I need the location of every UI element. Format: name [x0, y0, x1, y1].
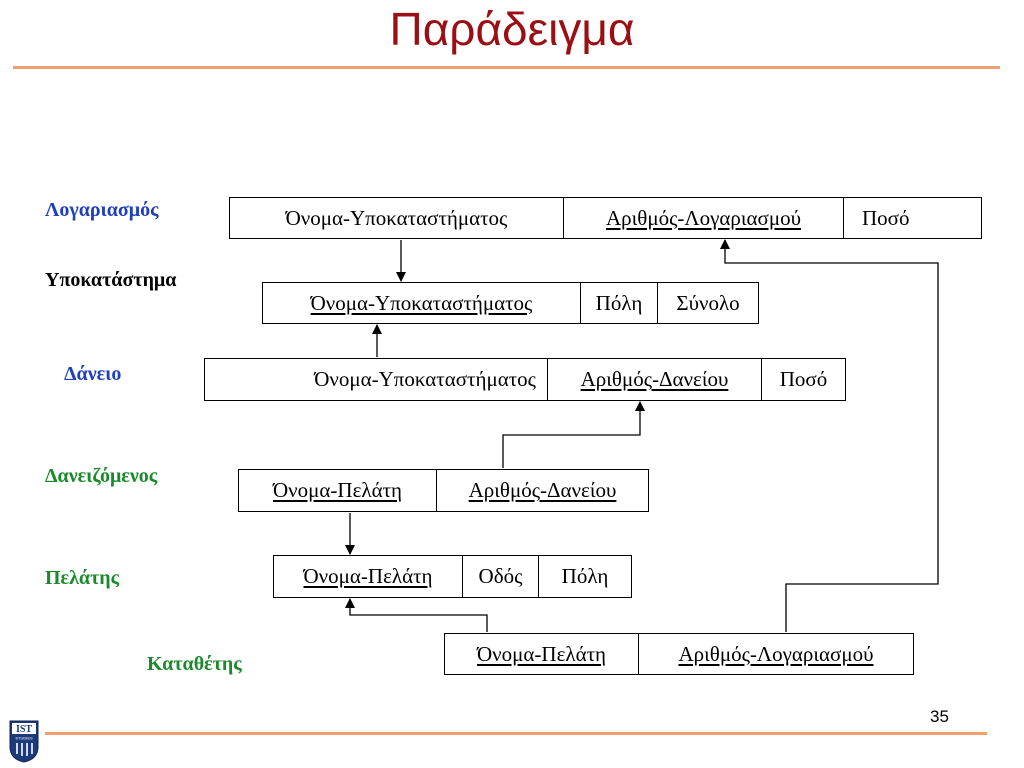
label-daneizomenos: Δανειζόμενος — [45, 465, 158, 487]
label-daneio: Δάνειο — [64, 363, 122, 385]
attr-poli: Πόλη — [581, 283, 658, 323]
attr-arithmos-daneiou-key: Αριθμός-Δανείου — [468, 478, 617, 502]
label-pelatis: Πελάτης — [45, 567, 120, 589]
arrow-katathetis-to-logariasmos — [725, 240, 938, 632]
label-ypokatastima: Υποκατάστημα — [45, 269, 177, 291]
attr-onoma-ypokatastimatos: Όνομα-Υποκαταστήματος — [205, 359, 548, 400]
arrow-daneizomenos-to-daneio — [503, 402, 640, 468]
page-number: 35 — [930, 707, 949, 726]
attr-onoma-pelati-key: Όνομα-Πελάτη — [239, 470, 437, 511]
label-logariasmos: Λογαριασμός — [45, 199, 159, 221]
attr-synolo: Σύνολο — [676, 290, 740, 315]
attr-odos: Οδός — [463, 556, 539, 597]
attr-poli: Πόλη — [561, 564, 609, 588]
attr-onoma-ypokatastimatos-key: Όνομα-Υποκαταστήματος — [263, 283, 581, 323]
attr-onoma-pelati-key: Όνομα-Πελάτη — [445, 634, 639, 674]
footer-divider — [45, 732, 987, 735]
attr-onoma-ypokatastimatos: Όνομα-Υποκαταστήματος — [230, 198, 564, 238]
logo-text: IST — [15, 724, 33, 735]
ist-logo — [8, 719, 40, 763]
attr-arithmos-logariasmou-key: Αριθμός-Λογαριασμού — [564, 198, 844, 238]
page-title: Παράδειγμα — [389, 3, 635, 55]
attr-onoma-pelati-key: Όνομα-Πελάτη — [274, 556, 463, 597]
logo-subtext: STUDIES — [15, 735, 33, 741]
attr-arithmos-logariasmou-key: Αριθμός-Λογαριασμού — [678, 641, 874, 666]
attr-poso: Ποσό — [779, 367, 828, 391]
attr-poso: Ποσό — [862, 205, 910, 230]
label-katathetis: Καταθέτης — [147, 653, 242, 675]
attr-arithmos-daneiou-key: Αριθμός-Δανείου — [548, 359, 762, 400]
arrow-katathetis-to-pelatis — [350, 599, 487, 632]
